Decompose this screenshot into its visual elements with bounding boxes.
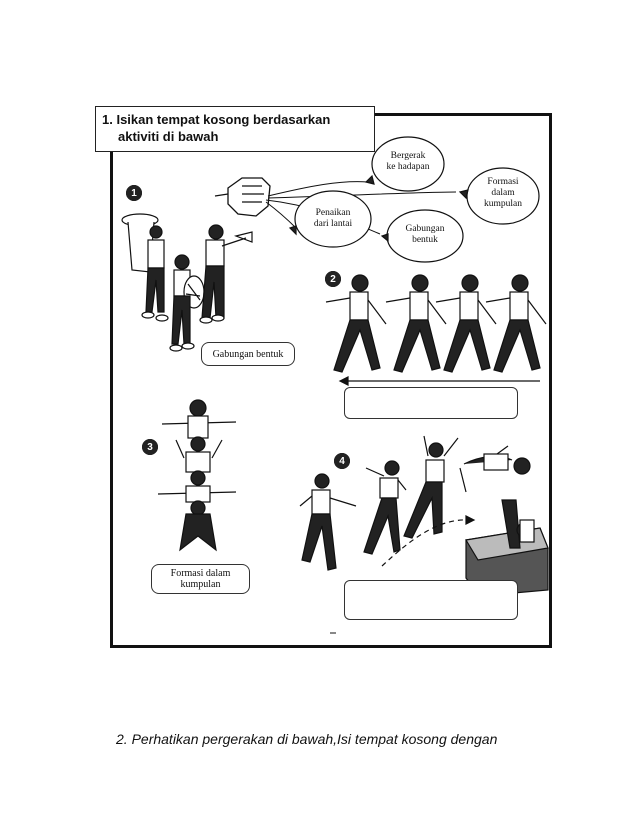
panel-3-number: 3	[142, 439, 158, 455]
question-2-text: 2. Perhatikan pergerakan di bawah,Isi tempat kosong dengan	[116, 731, 498, 747]
pyramid-formation-illustration	[158, 400, 236, 550]
instruction-line-2: aktiviti di bawah	[118, 129, 219, 144]
panel-2-number: 2	[325, 271, 341, 287]
balloon-combine-label: Gabungan bentuk	[405, 224, 445, 245]
answer-box-2[interactable]	[344, 387, 518, 419]
panel-1-number: 1	[126, 185, 142, 201]
answer-box-3: Formasi dalam kumpulan	[151, 564, 250, 594]
marching-band-illustration	[122, 214, 252, 351]
fist-icon	[215, 178, 270, 216]
answer-box-1: Gabungan bentuk	[201, 342, 295, 366]
walking-children-illustration	[326, 275, 546, 385]
panel-4-number: 4	[334, 453, 350, 469]
balloon-forward-label: Bergerak ke hadapan	[386, 151, 430, 172]
instruction-line-1: 1. Isikan tempat kosong berdasarkan	[102, 112, 331, 127]
balloon-formation-label: Formasi dalam kumpulan	[484, 177, 522, 209]
balloon-lift-label: Penaikan dari lantai	[313, 208, 353, 229]
answer-box-4[interactable]	[344, 580, 518, 620]
